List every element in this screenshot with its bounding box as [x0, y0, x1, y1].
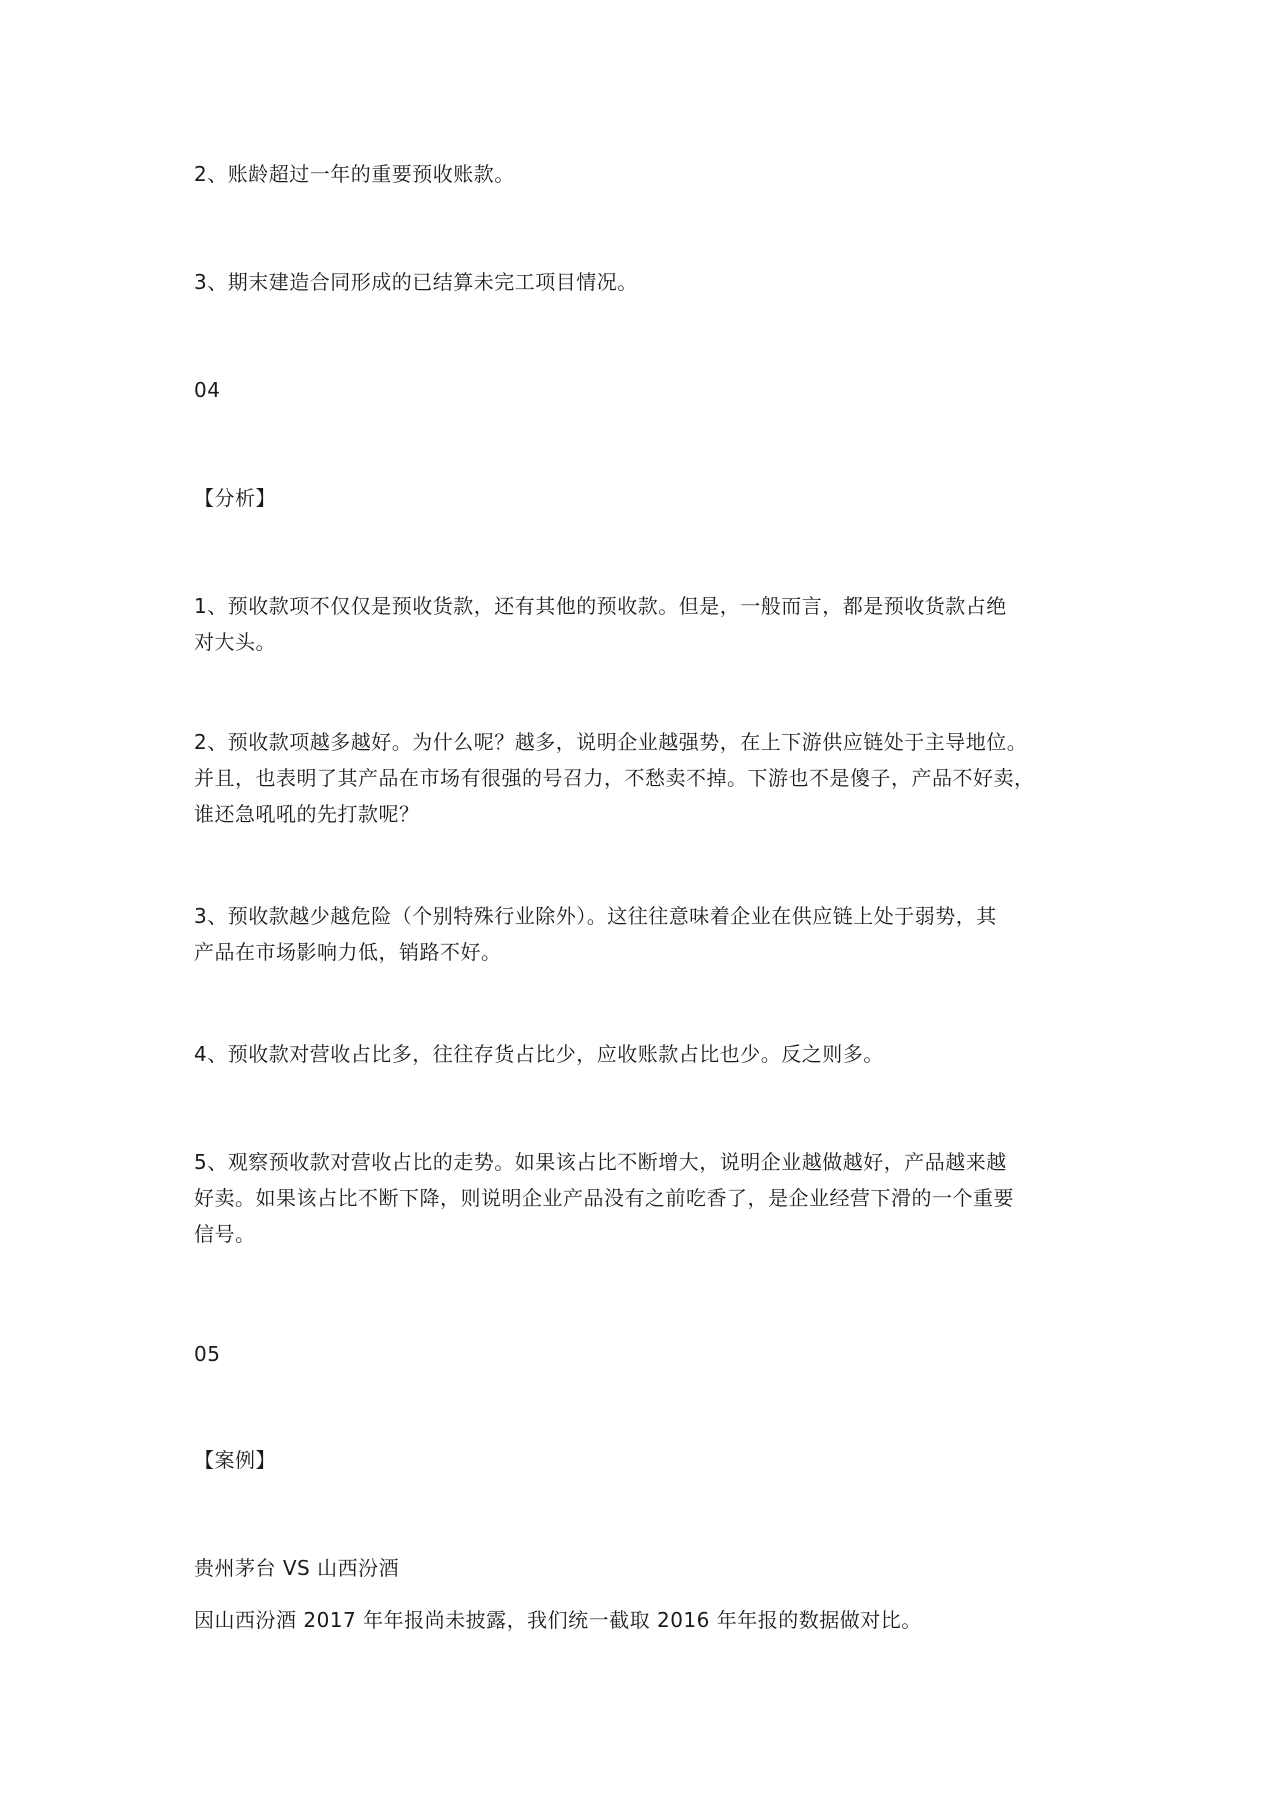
paragraph-line: 产品在市场影响力低，销路不好。 — [194, 940, 502, 964]
paragraph-line: 1、预收款项不仅仅是预收货款，还有其他的预收款。但是，一般而言，都是预收货款占绝 — [194, 594, 1007, 618]
paragraph-line: 2、预收款项越多越好。为什么呢？越多，说明企业越强势，在上下游供应链处于主导地位。 — [194, 730, 1028, 754]
analysis-paragraph-3 — [194, 898, 1094, 970]
section-number-05: 05 — [194, 1342, 221, 1366]
section-heading-case: 【案例】 — [194, 1448, 276, 1472]
list-item-overdue-advance-receipts: 2、账龄超过一年的重要预收账款。 — [194, 162, 515, 186]
analysis-paragraph-4 — [194, 1036, 1094, 1072]
paragraph-line: 3、预收款越少越危险（个别特殊行业除外）。这往往意味着企业在供应链上处于弱势，其 — [194, 904, 997, 928]
analysis-paragraph-1 — [194, 588, 1094, 660]
paragraph-line: 谁还急吼吼的先打款呢？ — [194, 802, 420, 826]
section-number-04: 04 — [194, 378, 221, 402]
paragraph-line: 信号。 — [194, 1222, 256, 1246]
list-item-construction-contracts: 3、期末建造合同形成的已结算未完工项目情况。 — [194, 270, 638, 294]
case-title: 贵州茅台 VS 山西汾酒 — [194, 1556, 400, 1580]
paragraph-line: 对大头。 — [194, 630, 276, 654]
analysis-paragraph-5 — [194, 1144, 1094, 1252]
analysis-paragraph-2 — [194, 724, 1094, 832]
paragraph-line: 4、预收款对营收占比多，往往存货占比少，应收账款占比也少。反之则多。 — [194, 1042, 884, 1066]
section-heading-analysis: 【分析】 — [194, 486, 276, 510]
paragraph-line: 并且，也表明了其产品在市场有很强的号召力，不愁卖不掉。下游也不是傻子，产品不好卖， — [194, 766, 1035, 790]
paragraph-line: 好卖。如果该占比不断下降，则说明企业产品没有之前吃香了，是企业经营下滑的一个重要 — [194, 1186, 1014, 1210]
case-note: 因山西汾酒 2017 年年报尚未披露，我们统一截取 2016 年年报的数据做对比。 — [194, 1608, 922, 1632]
paragraph-line: 5、观察预收款对营收占比的走势。如果该占比不断增大，说明企业越做越好，产品越来越 — [194, 1150, 1007, 1174]
